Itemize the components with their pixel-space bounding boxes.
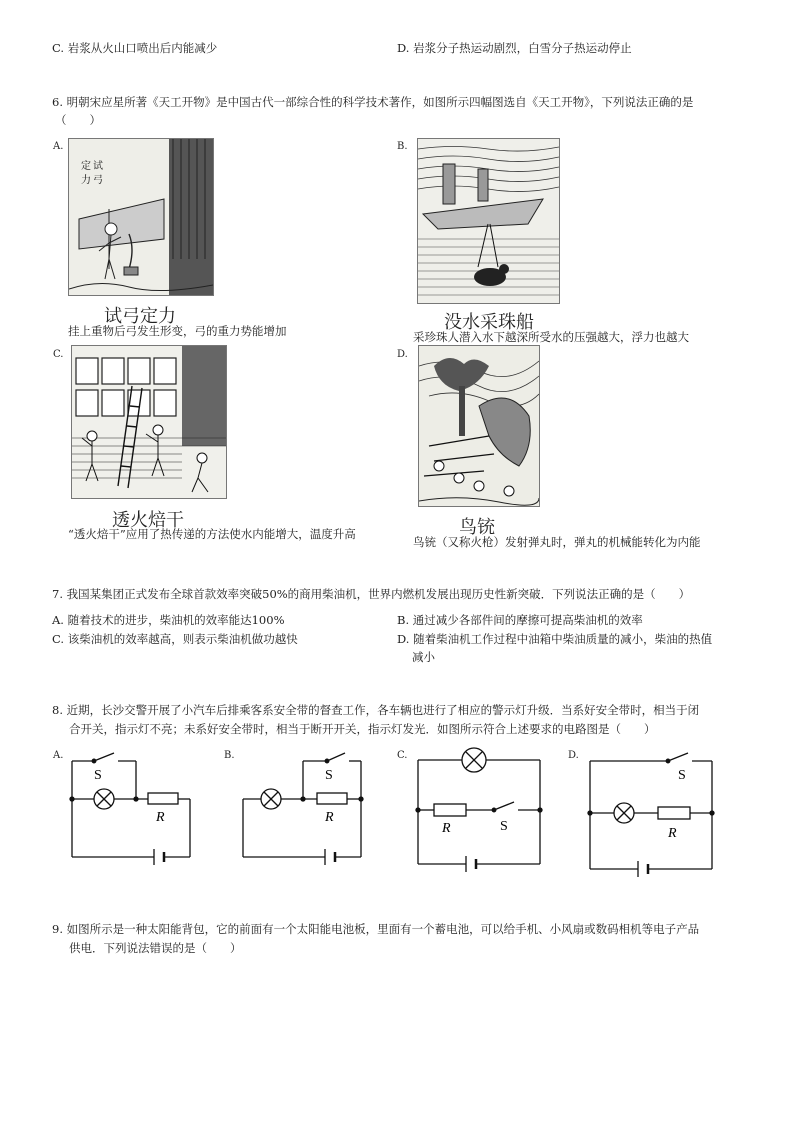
musket-illustration: [418, 345, 540, 507]
circuit-a-switch-symbol: S: [94, 768, 102, 783]
circuit-d-diagram: [584, 745, 719, 877]
q7-option-d: D. 随着柴油机工作过程中油箱中柴油质量的减小，柴油的热值: [397, 632, 713, 646]
circuit-c-label: C.: [397, 750, 408, 761]
circuit-b-switch-symbol: S: [325, 768, 333, 783]
q7-option-a: A. 随着技术的进步，柴油机的效率能达100%: [52, 613, 285, 627]
q6-option-c-text: “透火焙干”应用了热传递的方法使水内能增大，温度升高: [68, 527, 356, 541]
q7-option-c: C. 该柴油机的效率越高，则表示柴油机做功越快: [52, 632, 298, 646]
circuit-d-label: D.: [568, 750, 579, 761]
circuit-a-label: A.: [53, 750, 64, 761]
circuit-a-diagram: [66, 745, 196, 867]
q6-option-a-caption: 试弓定力: [104, 306, 176, 327]
q7-option-d-cont: 减小: [412, 650, 435, 664]
circuit-b-label: B.: [224, 750, 235, 761]
q6-option-d-label: D.: [397, 349, 408, 360]
fire-drying-illustration: [71, 345, 227, 499]
circuit-d-switch-symbol: S: [678, 768, 686, 783]
svg-text:定: 定: [81, 161, 91, 172]
pearl-diving-boat-illustration: [417, 138, 560, 304]
q6-option-c-caption: 透火焙干: [112, 510, 184, 531]
q5-option-c: C. 岩浆从火山口喷出后内能减少: [52, 41, 218, 55]
q7-stem: 7. 我国某集团正式发布全球首款效率突破50%的商用柴油机，世界内燃机发展出现历史性新突破．下列说法正确的是（ ）: [52, 587, 691, 601]
q6-option-b-text: 采珍珠人潜入水下越深所受水的压强越大，浮力也越大: [413, 330, 689, 344]
q6-option-c-label: C.: [53, 349, 64, 360]
circuit-c-diagram: [412, 740, 547, 872]
q6-option-a-text: 挂上重物后弓发生形变，弓的重力势能增加: [68, 324, 287, 338]
q8-stem: 8. 近期，长沙交警开展了小汽车后排乘客系安全带的督查工作，各车辆也进行了相应的警示灯升级．当系好安全带时，相当于闭: [52, 703, 700, 717]
circuit-c-switch-symbol: S: [500, 819, 508, 834]
q9-stem: 9. 如图所示是一种太阳能背包，它的前面有一个太阳能电池板，里面有一个蓄电池，可以给手机、小风扇或数码相机等电子产品: [52, 922, 700, 936]
bow-testing-illustration: [68, 138, 214, 296]
q8-stem-cont: 合开关，指示灯不亮；未系好安全带时，相当于断开开关，指示灯发光．如图所示符合上述要求的电路图是（ ）: [69, 722, 656, 736]
circuit-a-resistor-symbol: R: [156, 810, 165, 825]
svg-text:试: 试: [93, 161, 103, 172]
circuit-c-resistor-symbol: R: [442, 821, 451, 836]
svg-text:力: 力: [81, 175, 91, 186]
circuit-d-resistor-symbol: R: [668, 826, 677, 841]
q6-option-a-label: A.: [53, 141, 64, 152]
q9-stem-cont: 供电．下列说法错误的是（ ）: [69, 941, 242, 955]
q6-stem: 6. 明朝宋应星所著《天工开物》是中国古代一部综合性的科学技术著作，如图所示四幅图选自《天工开物》，下列说法正确的是: [52, 95, 694, 109]
q7-option-b: B. 通过减少各部件间的摩擦可提高柴油机的效率: [397, 613, 643, 627]
q6-option-b-caption: 没水采珠船: [444, 312, 534, 333]
circuit-b-resistor-symbol: R: [325, 810, 334, 825]
circuit-b-diagram: [237, 745, 367, 867]
q6-option-d-text: 鸟铳（又称火枪）发射弹丸时，弹丸的机械能转化为内能: [413, 535, 701, 549]
q6-stem-bracket: （ ）: [55, 113, 101, 127]
q5-option-d: D. 岩浆分子热运动剧烈，白雪分子热运动停止: [397, 41, 632, 55]
q6-option-d-caption: 鸟铳: [459, 517, 495, 538]
q6-option-b-label: B.: [397, 141, 408, 152]
svg-text:弓: 弓: [93, 175, 103, 186]
